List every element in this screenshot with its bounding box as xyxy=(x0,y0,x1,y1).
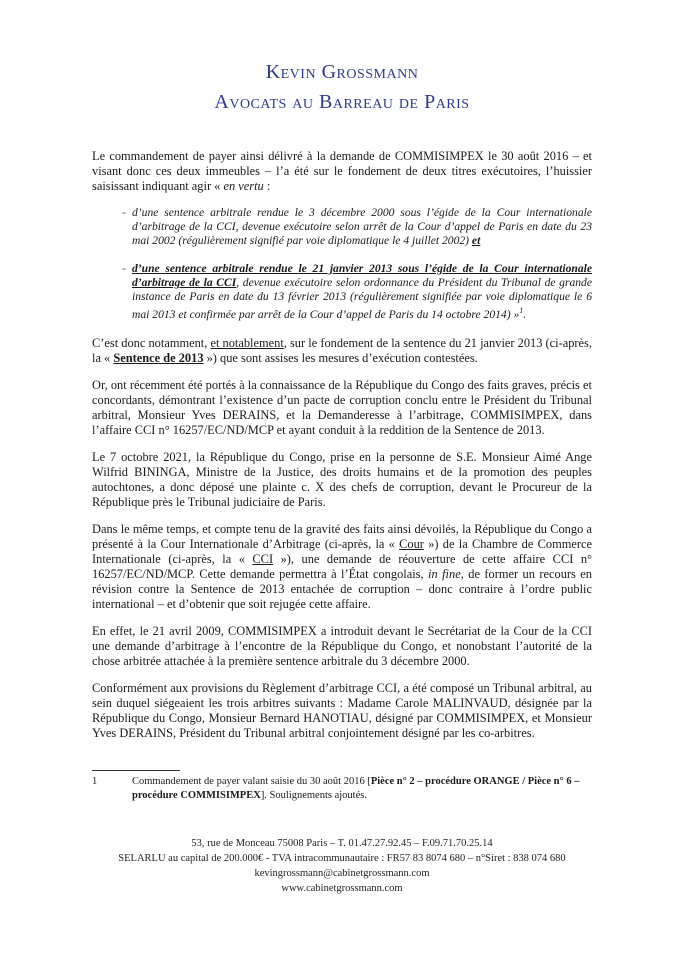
letterhead xyxy=(0,60,684,114)
website: www.cabinetgrossmann.com xyxy=(281,883,403,894)
footnote-divider xyxy=(92,770,180,771)
paragraph-6: En effet, le 21 avril 2009, COMMISIMPEX a introduit devant le Secrétariat de la Cour de la CCI une demande d’arbitrage à l’encontre de la République du Congo, et nonobstant l’autorité de la chose arbitrée attachée à la première sentence arbitrale du 3 décembre 2000. xyxy=(92,623,592,668)
footnote-ref: 1 xyxy=(519,306,524,315)
lawyer-name: Kevin Grossmann xyxy=(265,61,419,83)
bullet-item-1: - d’une sentence arbitrale rendue le 3 décembre 2000 sous l’égide de la Cour internationale d’arbitrage de la CCI, devenue exécutoire selon arrêt de la Cour d’appel de Paris en date du 23 mai 2002 (régulièrement signifié par voie diplomatique le 4 juillet 2002) et xyxy=(122,206,592,247)
paragraph-3: Or, ont récemment été portés à la connaissance de la République du Congo des faits graves, précis et concordants, démontrant l’existence d’un pacte de corruption conclu entre le Président du Tribunal arbitral, Monsieur Yves DERAINS, et la Demanderesse à l’arbitrage, COMMISIMPEX, dans l’affaire CCI n° 16257/EC/ND/MCP et ayant conduit à la reddition de la Sentence de 2013. xyxy=(92,377,592,437)
document-body xyxy=(92,149,592,753)
bullet-item-2: - d’une sentence arbitrale rendue le 21 janvier 2013 sous l’égide de la Cour internationale d’arbitrage de la CCI, devenue exécutoire selon ordonnance du Président du Tribunal de grande instance de Paris en date du 13 février 2013 (régulièrement signifiée par voie diplomatique le 6 mai 2013 et confirmée par arrêt de la Cour d’appel de Paris du 14 octobre 2014) »$^1$. xyxy=(122,262,592,321)
bullet-dash: - xyxy=(122,206,126,219)
address-line: 53, rue de Monceau 75008 Paris – T. 01.47.27.92.45 – F.09.71.70.25.14 xyxy=(191,838,493,849)
paragraph-2: C’est donc notamment, et notablement, sur le fondement de la sentence du 21 janvier 2013 (ci-après, la « Sentence de 2013 ») que sont assises les mesures d’exécution contestées. xyxy=(92,335,592,365)
footnote xyxy=(92,775,592,803)
paragraph-1: Le commandement de payer ainsi délivré à la demande de COMMISIMPEX le 30 août 2016 – et visant donc ces deux immeubles – l’a été sur le fondement de deux titres exécutoires, l’huissier saisissant indiquant agir « en vertu : xyxy=(92,149,592,193)
paragraph-4: Le 7 octobre 2021, la République du Congo, prise en la personne de S.E. Monsieur Aimé Ange Wilfrid BININGA, Ministre de la Justice, des droits humains et de la promotion des peuples autochtones, a donc déposé une plainte c. X des chefs de corruption, devant le Procureur de la République près le Tribunal judiciaire de Paris. xyxy=(92,449,592,509)
company-registration: SELARLU au capital de 200.000€ - TVA intracommunautaire : FR57 83 8074 680 – n°Siret : 838 074 680 xyxy=(118,853,566,864)
paragraph-7: Conformément aux provisions du Règlement d’arbitrage CCI, a été composé un Tribunal arbitral, au sein duquel siégeaient les trois arbitres suivants : Madame Carole MALINVAUD, désignée par la République du Congo, Monsieur Bernard HANOTIAU, désigné par COMMISIMPEX, et Monsieur Yves DERAINS, Président du Tribunal arbitral conjointement désigné par les co-arbitres. xyxy=(92,680,592,740)
footnote-number: 1 xyxy=(92,776,98,787)
paragraph-5: Dans le même temps, et compte tenu de la gravité des faits ainsi dévoilés, la République du Congo a présenté à la Cour Internationale d’Arbitrage (ci-après, la « Cour ») de la Chambre de Commerce Internationale (ci-après, la « CCI »), une demande de réouverture de cette affaire CCI n° 16257/EC/ND/MCP. Cette demande permettra à l’État congolais, in fine, de former un recours en révision contre la Sentence de 2013 entachée de corruption – donc contraire à l’ordre public international – et d’obtenir que soit rejugée cette affaire. xyxy=(92,521,592,611)
footnote-text: Commandement de payer valant saisie du 30 août 2016 [Pièce n° 2 – procédure ORANGE / Pièce n° 6 – procédure COMMISIMPEX]. Soulignements ajoutés. xyxy=(132,776,580,801)
address-footer xyxy=(0,836,684,896)
bullet-dash: - xyxy=(122,262,126,275)
email-address: kevingrossmann@cabinetgrossmann.com xyxy=(254,868,430,879)
firm-title: Avocats au Barreau de Paris xyxy=(214,91,470,113)
